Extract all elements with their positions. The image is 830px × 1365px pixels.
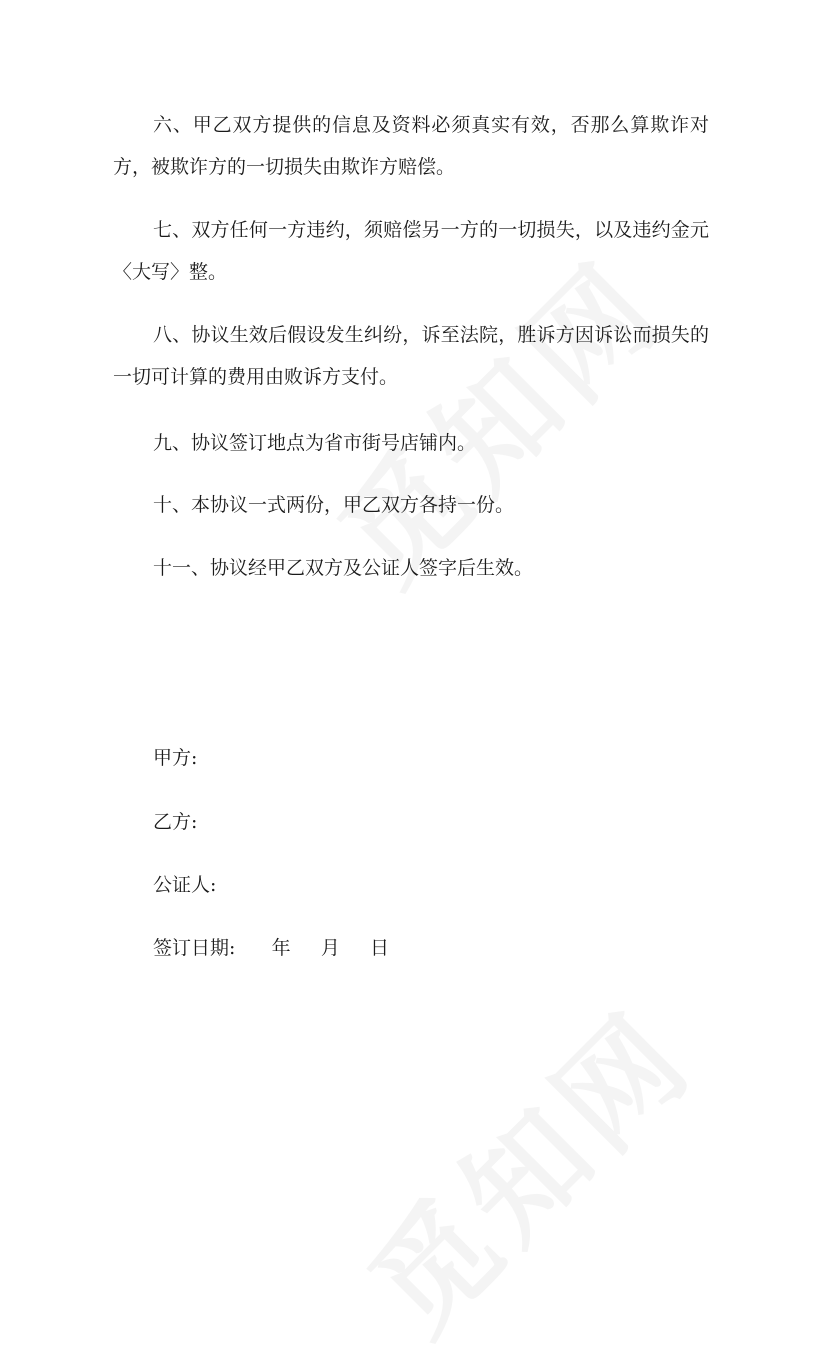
- party-a-label: 甲方:: [153, 747, 198, 769]
- signing-date: 签订日期: 年 月 日: [153, 937, 390, 959]
- clause-10: 十、本协议一式两份，甲乙双方各持一份。: [153, 494, 515, 516]
- party-b-label: 乙方:: [153, 811, 198, 833]
- clause-11: 十一、协议经甲乙双方及公证人签字后生效。: [153, 557, 534, 579]
- clause-9: 九、协议签订地点为省市街号店铺内。: [153, 432, 477, 454]
- clause-7: 七、双方任何一方违约，须赔偿另一方的一切损失，以及违约金元〈大写〉整。: [113, 219, 709, 283]
- clause-8: 八、协议生效后假设发生纠纷，诉至法院，胜诉方因诉讼而损失的一切可计算的费用由败诉方支付。: [113, 324, 709, 388]
- watermark: [326, 967, 723, 1364]
- clause-6: 六、甲乙双方提供的信息及资料必须真实有效，否那么算欺诈对方，被欺诈方的一切损失由欺诈方赔偿。: [113, 114, 709, 178]
- notary-label: 公证人:: [153, 874, 217, 896]
